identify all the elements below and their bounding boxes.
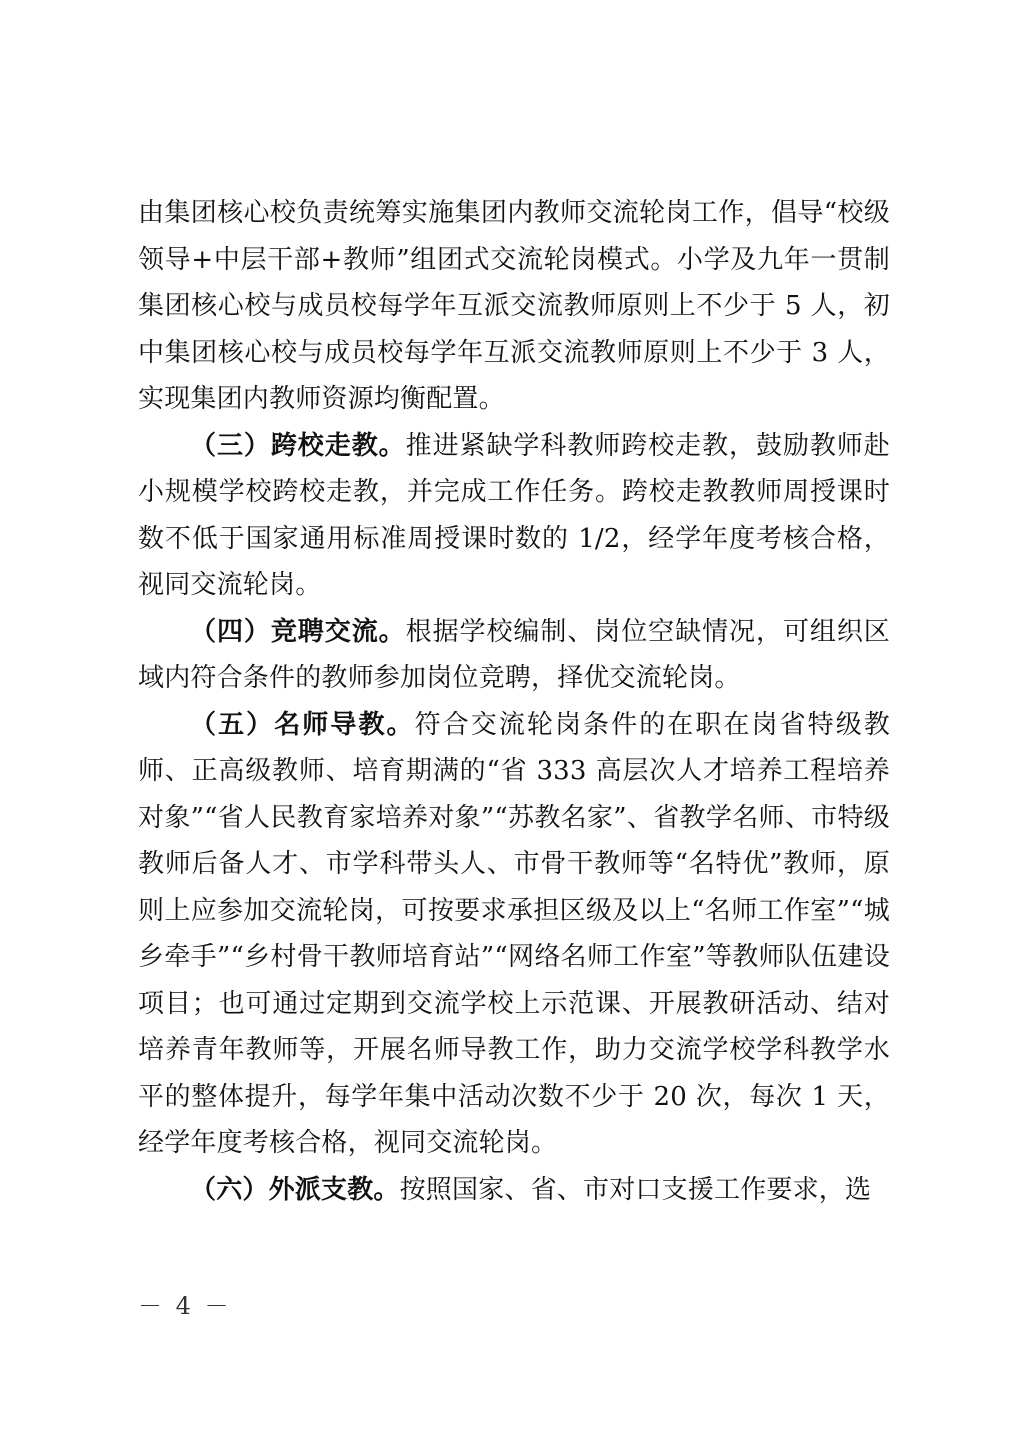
section-heading: （三）跨校走教。 <box>190 430 406 461</box>
section-heading: （四）竞聘交流。 <box>190 616 406 647</box>
section-heading: （六）外派支教。 <box>190 1174 400 1205</box>
document-body <box>138 190 890 1213</box>
paragraph-text: 推进紧缺学科教师跨校走教，鼓励教师赴小规模学校跨校走教，并完成工作任务。跨校走教教师周授课时数不低于国家通用标准周授课时数的 1/2，经学年度考核合格，视同交流轮岗。 <box>138 430 890 600</box>
section-heading: （五）名师导教。 <box>190 709 415 740</box>
page-number: － 4 － <box>138 1292 232 1320</box>
paragraph-text: 根据学校编制、岗位空缺情况，可组织区域内符合条件的教师参加岗位竞聘，择优交流轮岗。 <box>138 616 890 693</box>
paragraph-text: 按照国家、省、市对口支援工作要求，选 <box>399 1174 872 1205</box>
paragraph-competitive-exchange <box>138 609 890 702</box>
paragraph-text: 符合交流轮岗条件的在职在岗省特级教师、正高级教师、培育期满的“省 333 高层次人才培养工程培养对象”“省人民教育家培养对象”“苏教名家”、省教学名师、市特级教师后备人才、市学科带头人、市骨干教师等“名特优”教师，原则上应参加交流轮岗，可按要求承担区级及以上“名师工作室”“城乡牵手”“乡村骨干教师培育站”“网络名师工作室”等教师队伍建设项目；也可通过定期到交流学校上示范课、开展教研活动、结对培养青年教师等，开展名师导教工作，助力交流学校学科教学水平的整体提升，每学年集中活动次数不少于 20 次，每次 1 天，经学年度考核合格，视同交流轮岗。 <box>138 709 890 1158</box>
paragraph-external-teaching <box>138 1167 890 1214</box>
paragraph-famous-teacher-guidance <box>138 702 890 1167</box>
paragraph-text: 由集团核心校负责统筹实施集团内教师交流轮岗工作，倡导“校级领导+中层干部+教师”组团式交流轮岗模式。小学及九年一贯制集团核心校与成员校每学年互派交流教师原则上不少于 5 人，初中集团核心校与成员校每学年互派交流教师原则上不少于 3 人，实现集团内教师资源均衡配置。 <box>138 198 890 414</box>
paragraph-continuation <box>138 190 890 423</box>
paragraph-cross-school-teaching <box>138 423 890 609</box>
